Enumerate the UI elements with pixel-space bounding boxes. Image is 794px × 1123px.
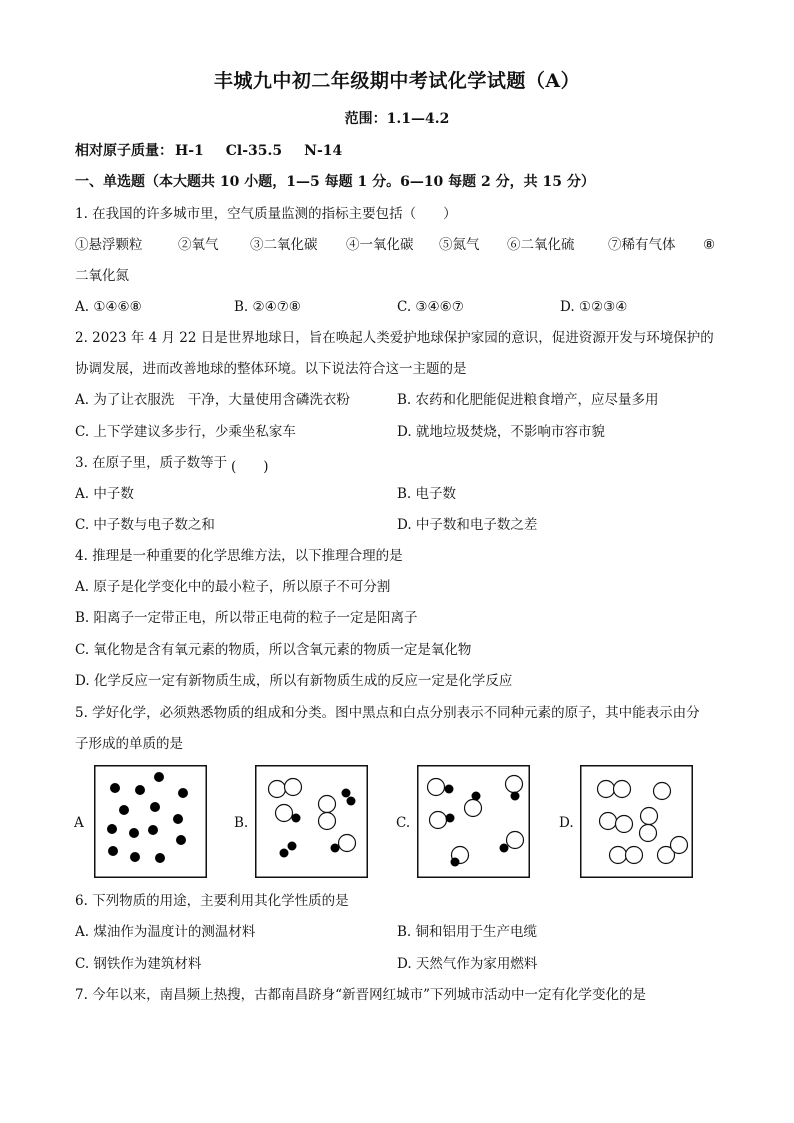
black-atom [472, 792, 481, 801]
black-atom [288, 842, 297, 851]
black-atom [280, 849, 289, 858]
q5-diagram-b [255, 765, 368, 878]
q4-stem: 4. 推理是一种重要的化学思维方法，以下推理合理的是 [75, 548, 403, 564]
q3-option-b[interactable]: B. 电子数 [397, 486, 457, 502]
black-atom [176, 835, 186, 845]
black-atom [130, 852, 140, 862]
white-atom [319, 813, 336, 830]
black-atom [135, 785, 145, 795]
exam-range: 范围：1.1—4.2 [344, 111, 450, 127]
q1-stem: 1. 在我国的许多城市里，空气质量监测的指标主要包括（ ） [75, 206, 457, 222]
black-atom [154, 772, 164, 782]
q5-diagram-a [94, 765, 207, 878]
white-atom [430, 812, 447, 829]
section-heading: 一、单选题（本大题共 10 小题，1—5 每题 1 分。6—10 每题 2 分，共 15 分） [75, 174, 595, 190]
black-atom [155, 853, 165, 863]
q1-option-b[interactable]: B. ②④⑦⑧ [234, 299, 301, 315]
q5-option-d-label[interactable]: D. [559, 815, 574, 831]
white-atom [641, 808, 658, 825]
q3-option-c[interactable]: C. 中子数与电子数之和 [75, 517, 215, 533]
q1-item: ③二氧化碳 [250, 237, 318, 253]
white-atom [598, 781, 615, 798]
black-atom [347, 797, 356, 806]
q1-item-continued: 二氧化氮 [75, 268, 129, 284]
q6-option-a[interactable]: A. 煤油作为温度计的测温材料 [75, 924, 256, 940]
q5-stem-line1: 5. 学好化学，必须熟悉物质的组成和分类。图中黑点和白点分别表示不同种元素的原子，其中能表示由分 [75, 705, 700, 721]
black-atom [446, 814, 455, 823]
q3-option-a[interactable]: A. 中子数 [75, 486, 134, 502]
black-atom [107, 824, 117, 834]
q1-item: ⑦稀有气体 [608, 237, 676, 253]
black-atom [129, 828, 139, 838]
q2-option-c[interactable]: C. 上下学建议多步行，少乘坐私家车 [75, 424, 296, 440]
black-atom [150, 802, 160, 812]
atomic-mass-line [75, 142, 364, 160]
black-atom [148, 825, 158, 835]
black-atom [451, 858, 460, 867]
q1-item: ⑧ [703, 237, 716, 253]
exam-title: 丰城九中初二年级期中考试化学试题（A） [213, 70, 581, 92]
black-atom [511, 792, 520, 801]
black-atom [173, 814, 183, 824]
black-atom [500, 844, 509, 853]
q4-option-d[interactable]: D. 化学反应一定有新物质生成，所以有新物质生成的反应一定是化学反应 [75, 673, 513, 689]
black-atom [119, 805, 129, 815]
q1-option-d[interactable]: D. ①②③④ [560, 299, 628, 315]
black-atom [292, 814, 301, 823]
q6-option-c[interactable]: C. 钢铁作为建筑材料 [75, 956, 202, 972]
white-atom [428, 779, 445, 796]
white-atom [507, 832, 524, 849]
q1-item: ⑥二氧化硫 [507, 237, 575, 253]
white-atom [319, 796, 336, 813]
q5-option-b-label[interactable]: B. [234, 815, 249, 831]
q2-option-d[interactable]: D. 就地垃圾焚烧，不影响市容市貌 [397, 424, 605, 440]
white-atom [600, 813, 617, 830]
q4-option-a[interactable]: A. 原子是化学变化中的最小粒子，所以原子不可分割 [75, 579, 391, 595]
q4-option-b[interactable]: B. 阳离子一定带正电，所以带正电荷的粒子一定是阳离子 [75, 610, 418, 626]
white-atom [269, 781, 286, 798]
white-atom [276, 805, 293, 822]
q3-answer-paren: ( ) [231, 459, 269, 475]
q5-diagram-d [580, 765, 693, 878]
q1-item: ②氧气 [178, 237, 219, 253]
q2-stem-line2: 协调发展，进而改善地球的整体环境。以下说法符合这一主题的是 [75, 361, 467, 377]
atomic-mass-h: H-1 [175, 143, 204, 159]
q5-stem-line2: 子形成的单质的是 [75, 736, 183, 752]
q2-stem-line1: 2. 2023 年 4 月 22 日是世界地球日，旨在唤起人类爱护地球保护家园的意识，促进资源开发与环境保护的 [75, 330, 714, 346]
black-atom [178, 788, 188, 798]
q6-option-d[interactable]: D. 天然气作为家用燃料 [397, 956, 538, 972]
q7-stem: 7. 今年以来，南昌频上热搜，古都南昌跻身“新晋网红城市”下列城市活动中一定有化学变化的是 [75, 987, 646, 1003]
q6-stem: 6. 下列物质的用途，主要利用其化学性质的是 [75, 893, 349, 909]
atomic-mass-label: 相对原子质量： [75, 143, 173, 159]
q1-item: ⑤氮气 [439, 237, 480, 253]
q4-option-c[interactable]: C. 氧化物是含有氧元素的物质，所以含氧元素的物质一定是氧化物 [75, 642, 472, 658]
white-atom [654, 783, 671, 800]
white-atom [506, 776, 523, 793]
black-atom [342, 789, 351, 798]
q2-option-a[interactable]: A. 为了让衣服洗 干净，大量使用含磷洗衣粉 [75, 392, 350, 408]
black-atom [108, 846, 118, 856]
white-atom [465, 800, 482, 817]
white-atom [339, 835, 356, 852]
black-atom [331, 844, 340, 853]
q1-option-a[interactable]: A. ①④⑥⑧ [75, 299, 142, 315]
q5-option-a-label[interactable]: A [74, 815, 84, 831]
q5-diagram-c [417, 765, 530, 878]
q3-option-d[interactable]: D. 中子数和电子数之差 [397, 517, 538, 533]
white-atom [285, 779, 302, 796]
black-atom [110, 783, 120, 793]
q3-stem: 3. 在原子里，质子数等于 [75, 455, 228, 471]
q5-option-c-label[interactable]: C. [396, 815, 411, 831]
white-atom [640, 825, 657, 842]
q6-option-b[interactable]: B. 铜和铝用于生产电缆 [397, 924, 538, 940]
white-atom [610, 847, 627, 864]
q1-item: ④一氧化碳 [346, 237, 414, 253]
q2-option-b[interactable]: B. 农药和化肥能促进粮食增产，应尽量多用 [397, 392, 659, 408]
atomic-mass-n: N-14 [304, 143, 343, 159]
atomic-mass-cl: Cl-35.5 [225, 143, 283, 159]
white-atom [616, 816, 633, 833]
white-atom [671, 837, 688, 854]
white-atom [626, 847, 643, 864]
black-atom [445, 785, 454, 794]
q1-item: ①悬浮颗粒 [75, 237, 143, 253]
q1-option-c[interactable]: C. ③④⑥⑦ [397, 299, 464, 315]
white-atom [614, 781, 631, 798]
